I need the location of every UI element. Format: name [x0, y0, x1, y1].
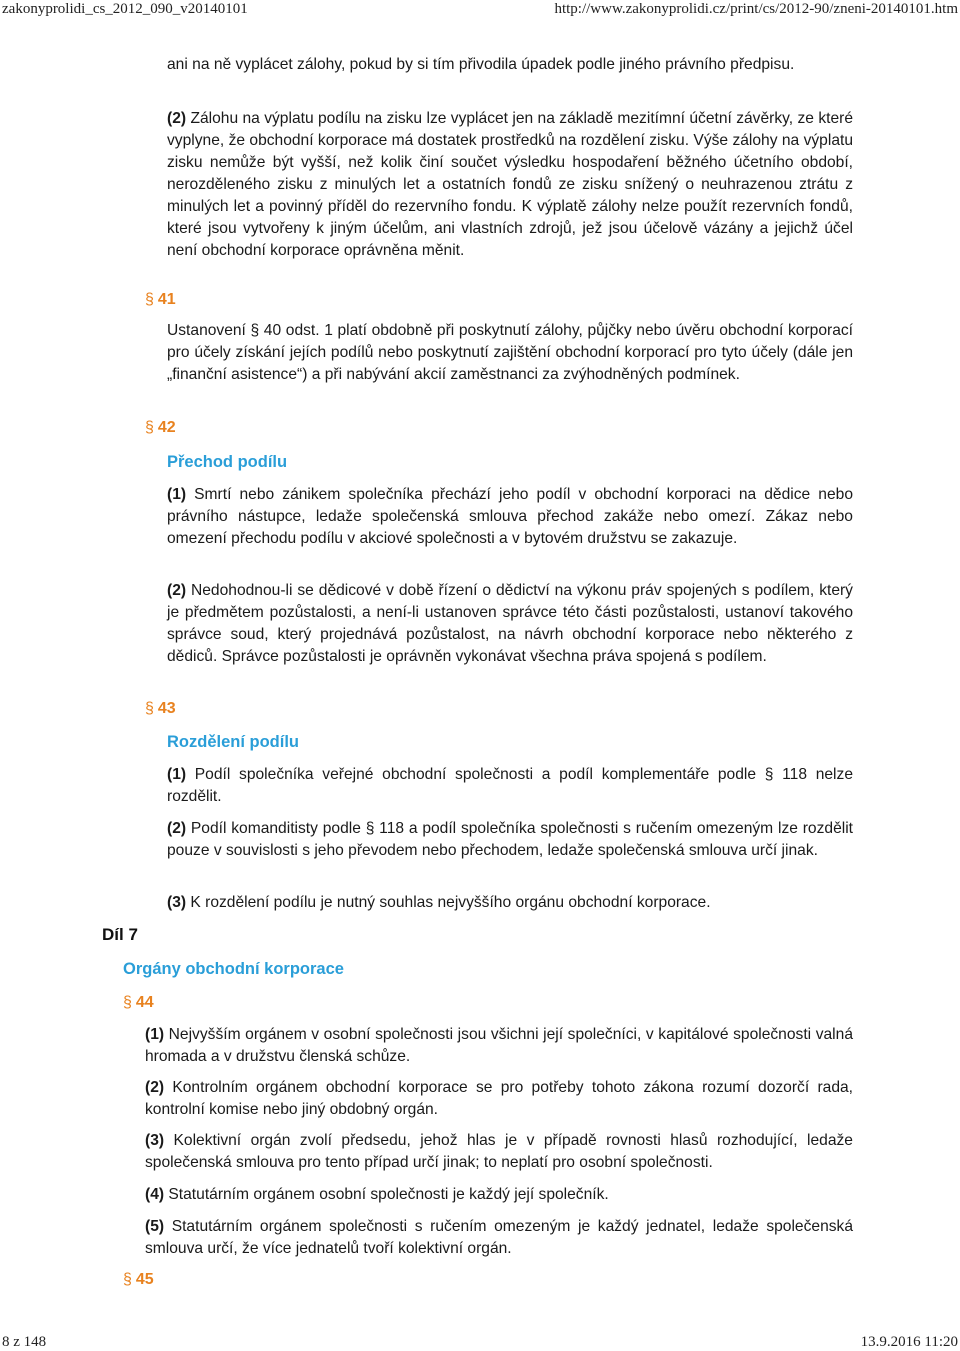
paragraph-continuation: [167, 54, 853, 76]
paragraph-43-2: [167, 818, 853, 862]
paragraph-43-3: [167, 892, 853, 914]
paragraph-text: Ustanovení § 40 odst. 1 platí obdobně při poskytnutí zálohy, půjčky nebo úvěru obchodní korporací pro účely získání jejích podílů nebo poskytnutí zajištění obchodní korporací pro tyto účely (dále jen „finanční asistence“) a při nabývání akcií zaměstnanci za zvýhodněných podmínek.: [167, 322, 853, 383]
section-symbol: §: [145, 700, 154, 717]
paragraph-44-3: [145, 1130, 853, 1174]
section-41-link[interactable]: [145, 289, 176, 311]
paragraph-42-2: [167, 580, 853, 668]
paragraph-text: Kontrolním orgánem obchodní korporace se pro potřeby tohoto zákona rozumí dozorčí rada, kontrolní komise nebo jiný obdobný orgán.: [145, 1079, 853, 1118]
paragraph-text: Zálohu na výplatu podílu na zisku lze vyplácet jen na základě mezitímní účetní závěrky, ze které vyplyne, že obchodní korporace má dostatek prostředků na rozdělení zisku. Výše zálohy na výplatu zisku nemůže být vyšší, než kolik činí součet výsledku hospodaření běžného účetního období, nerozděleného zisku z minulých let a ostatních fondů ze zisku snížený o neuhrazenou ztrátu z minulých let a povinný příděl do rezervního fondu. K výplatě zálohy nelze použít rezervních fondů, které jsou vytvořeny k jiným účelům, ani vlastních zdrojů, jež jsou účelově vázány a jejichž účel není obchodní korporace oprávněna měnit.: [167, 110, 853, 259]
paragraph-text: Podíl komanditisty podle § 118 a podíl společníka společnosti s ručením omezeným lze rozdělit pouze v souvislosti s jeho převodem nebo přechodem, ledaže společenská smlouva určí jinak.: [167, 820, 854, 859]
paragraph-text: Kolektivní orgán zvolí předsedu, jehož hlas je v případě rovnosti hlasů rozhodující, ledaže společenská smlouva pro tento případ určí jinak; to neplatí pro osobní společnosti.: [145, 1132, 853, 1171]
paragraph-number: (2): [167, 820, 187, 837]
paragraph-number: (1): [167, 766, 187, 783]
page-counter: 8 z 148: [2, 1334, 47, 1350]
paragraph-number: (5): [145, 1218, 165, 1235]
paragraph-number: (4): [145, 1186, 165, 1203]
header-url: http://www.zakonyprolidi.cz/print/cs/2012-90/zneni-20140101.htm: [554, 1, 958, 17]
section-42-link[interactable]: [145, 417, 176, 439]
paragraph-number: (2): [145, 1079, 165, 1096]
paragraph-number: (2): [167, 582, 187, 599]
section-number: 43: [157, 700, 176, 717]
paragraph-text: Podíl společníka veřejné obchodní společnosti a podíl komplementáře podle § 118 nelze rozdělit.: [167, 766, 853, 805]
paragraph-44-5: [145, 1216, 853, 1260]
paragraph-44-1: [145, 1024, 853, 1068]
paragraph-40-2: [167, 108, 853, 262]
paragraph-44-4: [145, 1184, 853, 1206]
paragraph-number: (3): [167, 894, 187, 911]
paragraph-number: (1): [167, 486, 187, 503]
paragraph-41: [167, 320, 853, 386]
paragraph-42-1: [167, 484, 853, 550]
section-43-link[interactable]: [145, 698, 176, 720]
paragraph-number: (3): [145, 1132, 165, 1149]
paragraph-text: Statutárním orgánem společnosti s ručením omezeným je každý jednatel, ledaže společenská smlouva určí, že více jednatelů tvoří kolektivní orgán.: [145, 1218, 854, 1257]
section-45-link[interactable]: [123, 1269, 154, 1291]
section-symbol: §: [145, 419, 154, 436]
paragraph-number: (2): [167, 110, 187, 127]
section-number: 42: [157, 419, 176, 436]
section-42-heading: Přechod podílu: [167, 453, 288, 471]
section-number: 45: [135, 1271, 154, 1288]
print-timestamp: 13.9.2016 11:20: [860, 1334, 958, 1350]
paragraph-43-1: [167, 764, 853, 808]
section-44-link[interactable]: [123, 992, 154, 1014]
section-symbol: §: [145, 291, 154, 308]
section-43-heading: Rozdělení podílu: [167, 733, 299, 751]
paragraph-text: Nedohodnou-li se dědicové v době řízení o dědictví na výkonu práv spojených s podílem, který je předmětem pozůstalosti, a není-li ustanoven správce této části pozůstalosti, ustanoví takového správce soud, který projednává pozůstalost, na návrh obchodní korporace nebo některého z dědiců. Správce pozůstalosti je oprávněn vykonávat všechna práva spojená s podílem.: [167, 582, 853, 665]
part-label: Díl 7: [102, 925, 138, 944]
section-number: 41: [157, 291, 176, 308]
paragraph-text: Smrtí nebo zánikem společníka přechází jeho podíl v obchodní korporaci na dědice nebo právního nástupce, ledaže společenská smlouva přechod zakáže nebo omezí. Zákaz nebo omezení přechodu podílu v akciové společnosti a v bytovém družstvu se zakazuje.: [167, 486, 853, 547]
paragraph-text: Statutárním orgánem osobní společnosti je každý její společník.: [168, 1186, 609, 1203]
header-document-id: zakonyprolidi_cs_2012_090_v20140101: [2, 1, 248, 17]
print-footer: [0, 1333, 960, 1351]
paragraph-text: Nejvyšším orgánem v osobní společnosti jsou všichni její společníci, v kapitálové společnosti valná hromada a v družstvu členská schůze.: [145, 1026, 853, 1065]
print-header: [0, 0, 960, 18]
part-heading: Orgány obchodní korporace: [123, 960, 344, 978]
paragraph-number: (1): [145, 1026, 165, 1043]
section-symbol: §: [123, 1271, 132, 1288]
continuation-text: ani na ně vyplácet zálohy, pokud by si tím přivodila úpadek podle jiného právního předpisu.: [167, 56, 795, 73]
paragraph-44-2: [145, 1077, 853, 1121]
paragraph-text: K rozdělení podílu je nutný souhlas nejvyššího orgánu obchodní korporace.: [190, 894, 711, 911]
section-symbol: §: [123, 994, 132, 1011]
section-number: 44: [135, 994, 154, 1011]
